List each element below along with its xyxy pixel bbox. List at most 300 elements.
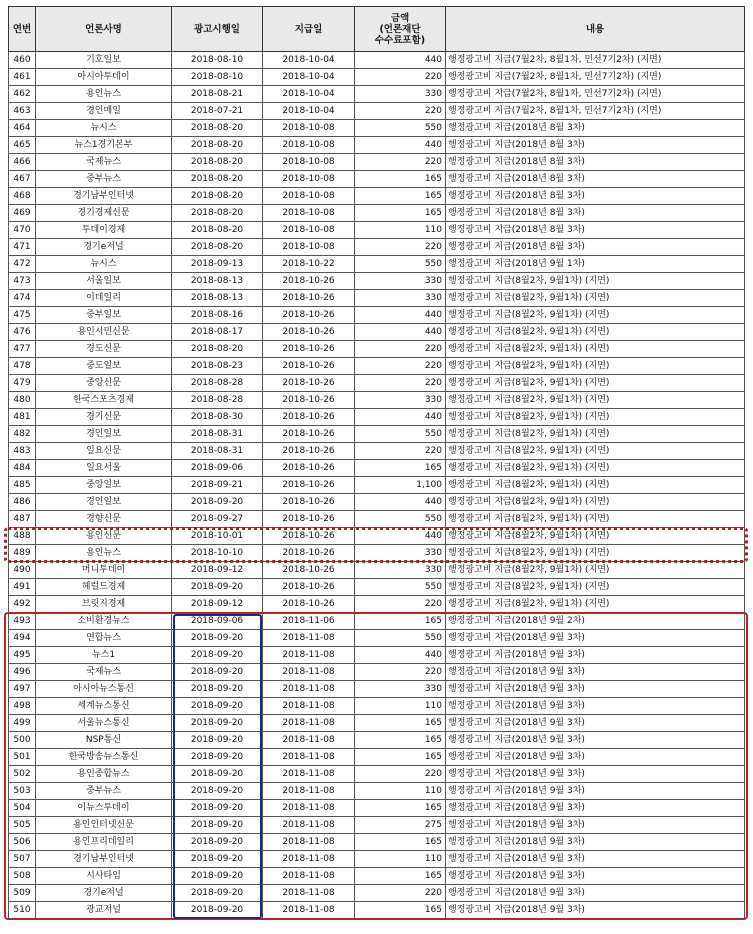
description: 행정광고비 지급(8월2차, 9월1차) (지면) xyxy=(446,324,745,341)
pay-date: 2018-10-26 xyxy=(263,494,355,511)
amount: 440 xyxy=(355,324,446,341)
description: 행정광고비 지급(2018년 9월 3차) xyxy=(446,715,745,732)
amount: 440 xyxy=(355,307,446,324)
table-row xyxy=(9,205,745,222)
ad-date: 2018-09-21 xyxy=(172,477,263,494)
media-name: 한국방송뉴스통신 xyxy=(36,749,172,766)
amount: 165 xyxy=(355,902,446,919)
table-row xyxy=(9,120,745,137)
media-name: 국제뉴스 xyxy=(36,664,172,681)
table-row xyxy=(9,766,745,783)
pay-date: 2018-10-26 xyxy=(263,596,355,613)
row-index: 478 xyxy=(9,358,36,375)
pay-date: 2018-10-04 xyxy=(263,86,355,103)
description: 행정광고비 지급(2018년 9월 3차) xyxy=(446,681,745,698)
media-name: 뉴스1경기본부 xyxy=(36,137,172,154)
pay-date: 2018-10-26 xyxy=(263,307,355,324)
table-row xyxy=(9,868,745,885)
ad-date: 2018-09-20 xyxy=(172,800,263,817)
header-ad-date: 광고시행일 xyxy=(172,7,263,52)
amount: 330 xyxy=(355,545,446,562)
ad-date: 2018-09-20 xyxy=(172,817,263,834)
media-name: 한국스포츠경제 xyxy=(36,392,172,409)
table-row xyxy=(9,715,745,732)
description: 행정광고비 지급(2018년 9월 3차) xyxy=(446,749,745,766)
table-row xyxy=(9,834,745,851)
media-name: 용인신문 xyxy=(36,528,172,545)
table-row xyxy=(9,885,745,902)
row-index: 476 xyxy=(9,324,36,341)
row-index: 486 xyxy=(9,494,36,511)
table-row xyxy=(9,783,745,800)
ad-date: 2018-08-23 xyxy=(172,358,263,375)
media-name: 중앙신문 xyxy=(36,375,172,392)
pay-date: 2018-10-26 xyxy=(263,562,355,579)
media-name: 아시아뉴스통신 xyxy=(36,681,172,698)
amount: 165 xyxy=(355,715,446,732)
amount: 220 xyxy=(355,154,446,171)
description: 행정광고비 지급(2018년 8월 3차) xyxy=(446,205,745,222)
ad-date: 2018-09-20 xyxy=(172,494,263,511)
description: 행정광고비 지급(8월2차, 9월1차) (지면) xyxy=(446,562,745,579)
media-name: 기호일보 xyxy=(36,52,172,69)
media-name: 서울뉴스통신 xyxy=(36,715,172,732)
row-index: 503 xyxy=(9,783,36,800)
amount: 330 xyxy=(355,681,446,698)
row-index: 499 xyxy=(9,715,36,732)
row-index: 475 xyxy=(9,307,36,324)
description: 행정광고비 지급(8월2차, 9월1차) (지면) xyxy=(446,375,745,392)
table-row xyxy=(9,341,745,358)
amount: 330 xyxy=(355,86,446,103)
pay-date: 2018-10-26 xyxy=(263,392,355,409)
row-index: 510 xyxy=(9,902,36,919)
pay-date: 2018-11-08 xyxy=(263,783,355,800)
pay-date: 2018-10-08 xyxy=(263,205,355,222)
table-row xyxy=(9,358,745,375)
table-row xyxy=(9,154,745,171)
ad-date: 2018-08-20 xyxy=(172,137,263,154)
media-name: 뉴시스 xyxy=(36,120,172,137)
description: 행정광고비 지급(2018년 8월 3차) xyxy=(446,188,745,205)
description: 행정광고비 지급(8월2차, 9월1차) (지면) xyxy=(446,426,745,443)
table-row xyxy=(9,630,745,647)
pay-date: 2018-11-08 xyxy=(263,732,355,749)
table-row xyxy=(9,171,745,188)
table-row xyxy=(9,817,745,834)
row-index: 497 xyxy=(9,681,36,698)
row-index: 495 xyxy=(9,647,36,664)
amount: 1,100 xyxy=(355,477,446,494)
table-row xyxy=(9,392,745,409)
description: 행정광고비 지급(8월2차, 9월1차) (지면) xyxy=(446,443,745,460)
description: 행정광고비 지급(8월2차, 9월1차) (지면) xyxy=(446,341,745,358)
table-row xyxy=(9,647,745,664)
row-index: 463 xyxy=(9,103,36,120)
table-row xyxy=(9,273,745,290)
row-index: 460 xyxy=(9,52,36,69)
description: 행정광고비 지급(8월2차, 9월1차) (지면) xyxy=(446,409,745,426)
description: 행정광고비 지급(2018년 9월 3차) xyxy=(446,834,745,851)
description: 행정광고비 지급(2018년 8월 3차) xyxy=(446,120,745,137)
row-index: 465 xyxy=(9,137,36,154)
pay-date: 2018-10-04 xyxy=(263,52,355,69)
description: 행정광고비 지급(7월2차, 8월1차, 민선7기2차) (지면) xyxy=(446,69,745,86)
pay-date: 2018-10-26 xyxy=(263,358,355,375)
description: 행정광고비 지급(8월2차, 9월1차) (지면) xyxy=(446,528,745,545)
ad-date: 2018-09-20 xyxy=(172,732,263,749)
description: 행정광고비 지급(2018년 9월 3차) xyxy=(446,732,745,749)
description: 행정광고비 지급(2018년 9월 3차) xyxy=(446,783,745,800)
ad-date: 2018-09-20 xyxy=(172,868,263,885)
description: 행정광고비 지급(2018년 9월 1차) xyxy=(446,256,745,273)
pay-date: 2018-10-08 xyxy=(263,222,355,239)
ad-date: 2018-08-30 xyxy=(172,409,263,426)
amount: 165 xyxy=(355,171,446,188)
row-index: 490 xyxy=(9,562,36,579)
table-row xyxy=(9,528,745,545)
pay-date: 2018-11-08 xyxy=(263,800,355,817)
ad-date: 2018-08-20 xyxy=(172,154,263,171)
table-row xyxy=(9,137,745,154)
ad-date: 2018-09-20 xyxy=(172,579,263,596)
ad-date: 2018-08-16 xyxy=(172,307,263,324)
row-index: 484 xyxy=(9,460,36,477)
ad-date: 2018-08-10 xyxy=(172,69,263,86)
media-name: 시사타임 xyxy=(36,868,172,885)
ad-date: 2018-08-31 xyxy=(172,443,263,460)
description: 행정광고비 지급(7월2차, 8월1차, 민선7기2차) (지면) xyxy=(446,52,745,69)
media-name: 국제뉴스 xyxy=(36,154,172,171)
ad-date: 2018-08-20 xyxy=(172,120,263,137)
table-row xyxy=(9,52,745,69)
description: 행정광고비 지급(8월2차, 9월1차) (지면) xyxy=(446,460,745,477)
row-index: 468 xyxy=(9,188,36,205)
amount: 165 xyxy=(355,205,446,222)
media-name: 일요신문 xyxy=(36,443,172,460)
media-name: 이뉴스투데이 xyxy=(36,800,172,817)
ad-date: 2018-09-20 xyxy=(172,749,263,766)
amount: 440 xyxy=(355,528,446,545)
amount: 440 xyxy=(355,52,446,69)
row-index: 466 xyxy=(9,154,36,171)
media-name: 경기e저널 xyxy=(36,239,172,256)
amount: 220 xyxy=(355,885,446,902)
ad-date: 2018-08-21 xyxy=(172,86,263,103)
table-row xyxy=(9,103,745,120)
table-row xyxy=(9,477,745,494)
media-name: 경기e저널 xyxy=(36,885,172,902)
row-index: 471 xyxy=(9,239,36,256)
amount: 165 xyxy=(355,613,446,630)
amount: 550 xyxy=(355,579,446,596)
description: 행정광고비 지급(8월2차, 9월1차) (지면) xyxy=(446,596,745,613)
pay-date: 2018-11-08 xyxy=(263,664,355,681)
ad-payment-table-container xyxy=(8,6,744,919)
description: 행정광고비 지급(2018년 8월 3차) xyxy=(446,137,745,154)
amount: 440 xyxy=(355,647,446,664)
pay-date: 2018-10-08 xyxy=(263,154,355,171)
row-index: 494 xyxy=(9,630,36,647)
row-index: 489 xyxy=(9,545,36,562)
amount: 165 xyxy=(355,800,446,817)
media-name: 중도일보 xyxy=(36,358,172,375)
description: 행정광고비 지급(7월2차, 8월1차, 민선7기2차) (지면) xyxy=(446,103,745,120)
table-row xyxy=(9,222,745,239)
row-index: 474 xyxy=(9,290,36,307)
amount: 330 xyxy=(355,562,446,579)
amount: 330 xyxy=(355,273,446,290)
description: 행정광고비 지급(2018년 8월 3차) xyxy=(446,222,745,239)
table-row xyxy=(9,426,745,443)
row-index: 502 xyxy=(9,766,36,783)
pay-date: 2018-10-26 xyxy=(263,273,355,290)
media-name: 일요서울 xyxy=(36,460,172,477)
table-row xyxy=(9,188,745,205)
media-name: 소비환경뉴스 xyxy=(36,613,172,630)
ad-date: 2018-09-27 xyxy=(172,511,263,528)
pay-date: 2018-10-08 xyxy=(263,239,355,256)
media-name: 경도신문 xyxy=(36,341,172,358)
row-index: 508 xyxy=(9,868,36,885)
pay-date: 2018-10-26 xyxy=(263,545,355,562)
amount: 165 xyxy=(355,460,446,477)
ad-date: 2018-08-31 xyxy=(172,426,263,443)
table-row xyxy=(9,596,745,613)
amount: 550 xyxy=(355,256,446,273)
table-row xyxy=(9,681,745,698)
media-name: 투데이경제 xyxy=(36,222,172,239)
table-row xyxy=(9,579,745,596)
pay-date: 2018-10-08 xyxy=(263,137,355,154)
description: 행정광고비 지급(8월2차, 9월1차) (지면) xyxy=(446,579,745,596)
amount: 220 xyxy=(355,358,446,375)
row-index: 482 xyxy=(9,426,36,443)
table-row xyxy=(9,307,745,324)
media-name: 경기남부인터넷 xyxy=(36,851,172,868)
table-row xyxy=(9,239,745,256)
table-row xyxy=(9,511,745,528)
table-row xyxy=(9,69,745,86)
description: 행정광고비 지급(2018년 9월 3차) xyxy=(446,817,745,834)
ad-date: 2018-08-10 xyxy=(172,52,263,69)
row-index: 487 xyxy=(9,511,36,528)
pay-date: 2018-11-08 xyxy=(263,698,355,715)
pay-date: 2018-10-26 xyxy=(263,579,355,596)
amount: 220 xyxy=(355,443,446,460)
ad-date: 2018-09-13 xyxy=(172,256,263,273)
amount: 220 xyxy=(355,239,446,256)
media-name: 용인시민신문 xyxy=(36,324,172,341)
ad-date: 2018-09-20 xyxy=(172,664,263,681)
media-name: 뉴시스 xyxy=(36,256,172,273)
row-index: 462 xyxy=(9,86,36,103)
description: 행정광고비 지급(8월2차, 9월1차) (지면) xyxy=(446,358,745,375)
amount: 165 xyxy=(355,188,446,205)
ad-date: 2018-10-10 xyxy=(172,545,263,562)
pay-date: 2018-11-08 xyxy=(263,715,355,732)
media-name: 세계뉴스통신 xyxy=(36,698,172,715)
pay-date: 2018-11-08 xyxy=(263,834,355,851)
row-index: 491 xyxy=(9,579,36,596)
ad-date: 2018-10-01 xyxy=(172,528,263,545)
pay-date: 2018-10-26 xyxy=(263,409,355,426)
media-name: 용인뉴스 xyxy=(36,545,172,562)
header-description: 내용 xyxy=(446,7,745,52)
media-name: 용인종합뉴스 xyxy=(36,766,172,783)
pay-date: 2018-11-08 xyxy=(263,885,355,902)
pay-date: 2018-11-08 xyxy=(263,630,355,647)
table-row xyxy=(9,290,745,307)
amount: 165 xyxy=(355,834,446,851)
ad-date: 2018-08-13 xyxy=(172,273,263,290)
table-row xyxy=(9,562,745,579)
header-amount: 금액 (언론재단 수수료포함) xyxy=(355,7,446,52)
amount: 440 xyxy=(355,137,446,154)
table-row xyxy=(9,409,745,426)
ad-date: 2018-07-21 xyxy=(172,103,263,120)
description: 행정광고비 지급(2018년 8월 3차) xyxy=(446,171,745,188)
media-name: 중앙일보 xyxy=(36,477,172,494)
amount: 330 xyxy=(355,392,446,409)
amount: 220 xyxy=(355,375,446,392)
description: 행정광고비 지급(2018년 9월 3차) xyxy=(446,902,745,919)
row-index: 493 xyxy=(9,613,36,630)
media-name: 경기경제신문 xyxy=(36,205,172,222)
row-index: 500 xyxy=(9,732,36,749)
ad-date: 2018-08-20 xyxy=(172,239,263,256)
table-row xyxy=(9,800,745,817)
amount: 110 xyxy=(355,783,446,800)
media-name: 이데일리 xyxy=(36,290,172,307)
pay-date: 2018-10-26 xyxy=(263,375,355,392)
description: 행정광고비 지급(2018년 9월 3차) xyxy=(446,851,745,868)
amount: 220 xyxy=(355,341,446,358)
row-index: 505 xyxy=(9,817,36,834)
ad-date: 2018-09-12 xyxy=(172,562,263,579)
pay-date: 2018-10-08 xyxy=(263,120,355,137)
ad-date: 2018-08-17 xyxy=(172,324,263,341)
ad-date: 2018-08-20 xyxy=(172,341,263,358)
media-name: 중부뉴스 xyxy=(36,783,172,800)
table-row xyxy=(9,324,745,341)
pay-date: 2018-11-08 xyxy=(263,817,355,834)
description: 행정광고비 지급(8월2차, 9월1차) (지면) xyxy=(446,477,745,494)
description: 행정광고비 지급(8월2차, 9월1차) (지면) xyxy=(446,273,745,290)
row-index: 467 xyxy=(9,171,36,188)
row-index: 498 xyxy=(9,698,36,715)
row-index: 472 xyxy=(9,256,36,273)
media-name: 광교저널 xyxy=(36,902,172,919)
table-row xyxy=(9,698,745,715)
pay-date: 2018-10-26 xyxy=(263,477,355,494)
row-index: 483 xyxy=(9,443,36,460)
amount: 220 xyxy=(355,69,446,86)
row-index: 501 xyxy=(9,749,36,766)
ad-date: 2018-09-20 xyxy=(172,681,263,698)
amount: 220 xyxy=(355,103,446,120)
pay-date: 2018-10-08 xyxy=(263,188,355,205)
ad-date: 2018-09-06 xyxy=(172,460,263,477)
row-index: 469 xyxy=(9,205,36,222)
media-name: 뉴스1 xyxy=(36,647,172,664)
table-row xyxy=(9,664,745,681)
amount: 110 xyxy=(355,851,446,868)
ad-date: 2018-08-20 xyxy=(172,171,263,188)
amount: 440 xyxy=(355,494,446,511)
table-row xyxy=(9,732,745,749)
amount: 110 xyxy=(355,698,446,715)
description: 행정광고비 지급(8월2차, 9월1차) (지면) xyxy=(446,307,745,324)
ad-date: 2018-09-20 xyxy=(172,834,263,851)
row-index: 470 xyxy=(9,222,36,239)
row-index: 480 xyxy=(9,392,36,409)
pay-date: 2018-11-08 xyxy=(263,647,355,664)
pay-date: 2018-11-08 xyxy=(263,868,355,885)
ad-date: 2018-08-13 xyxy=(172,290,263,307)
ad-date: 2018-08-20 xyxy=(172,188,263,205)
ad-payment-table xyxy=(8,6,745,919)
row-index: 507 xyxy=(9,851,36,868)
ad-date: 2018-08-28 xyxy=(172,392,263,409)
ad-date: 2018-08-28 xyxy=(172,375,263,392)
media-name: 브릿지경제 xyxy=(36,596,172,613)
media-name: 서울일보 xyxy=(36,273,172,290)
pay-date: 2018-10-22 xyxy=(263,256,355,273)
pay-date: 2018-10-04 xyxy=(263,69,355,86)
media-name: 경인매일 xyxy=(36,103,172,120)
header-pay-date: 지급일 xyxy=(263,7,355,52)
ad-date: 2018-09-20 xyxy=(172,902,263,919)
pay-date: 2018-10-04 xyxy=(263,103,355,120)
row-index: 477 xyxy=(9,341,36,358)
media-name: 아시아투데이 xyxy=(36,69,172,86)
ad-date: 2018-08-20 xyxy=(172,222,263,239)
amount: 550 xyxy=(355,120,446,137)
table-row xyxy=(9,749,745,766)
header-index: 연번 xyxy=(9,7,36,52)
pay-date: 2018-10-26 xyxy=(263,511,355,528)
table-row xyxy=(9,494,745,511)
amount: 165 xyxy=(355,732,446,749)
row-index: 496 xyxy=(9,664,36,681)
table-row xyxy=(9,460,745,477)
amount: 220 xyxy=(355,596,446,613)
amount: 110 xyxy=(355,222,446,239)
row-index: 509 xyxy=(9,885,36,902)
description: 행정광고비 지급(2018년 9월 2차) xyxy=(446,613,745,630)
table-body xyxy=(9,52,745,919)
amount: 550 xyxy=(355,511,446,528)
row-index: 473 xyxy=(9,273,36,290)
media-name: 경인일보 xyxy=(36,426,172,443)
description: 행정광고비 지급(7월2차, 8월1차, 민선7기2차) (지면) xyxy=(446,86,745,103)
row-index: 481 xyxy=(9,409,36,426)
ad-date: 2018-09-06 xyxy=(172,613,263,630)
row-index: 488 xyxy=(9,528,36,545)
media-name: 용인인터넷신문 xyxy=(36,817,172,834)
description: 행정광고비 지급(2018년 9월 3차) xyxy=(446,800,745,817)
amount: 165 xyxy=(355,868,446,885)
ad-date: 2018-09-20 xyxy=(172,885,263,902)
ad-date: 2018-09-20 xyxy=(172,630,263,647)
row-index: 504 xyxy=(9,800,36,817)
pay-date: 2018-11-08 xyxy=(263,851,355,868)
ad-date: 2018-09-20 xyxy=(172,715,263,732)
table-row xyxy=(9,902,745,919)
description: 행정광고비 지급(2018년 8월 3차) xyxy=(446,154,745,171)
amount: 550 xyxy=(355,630,446,647)
